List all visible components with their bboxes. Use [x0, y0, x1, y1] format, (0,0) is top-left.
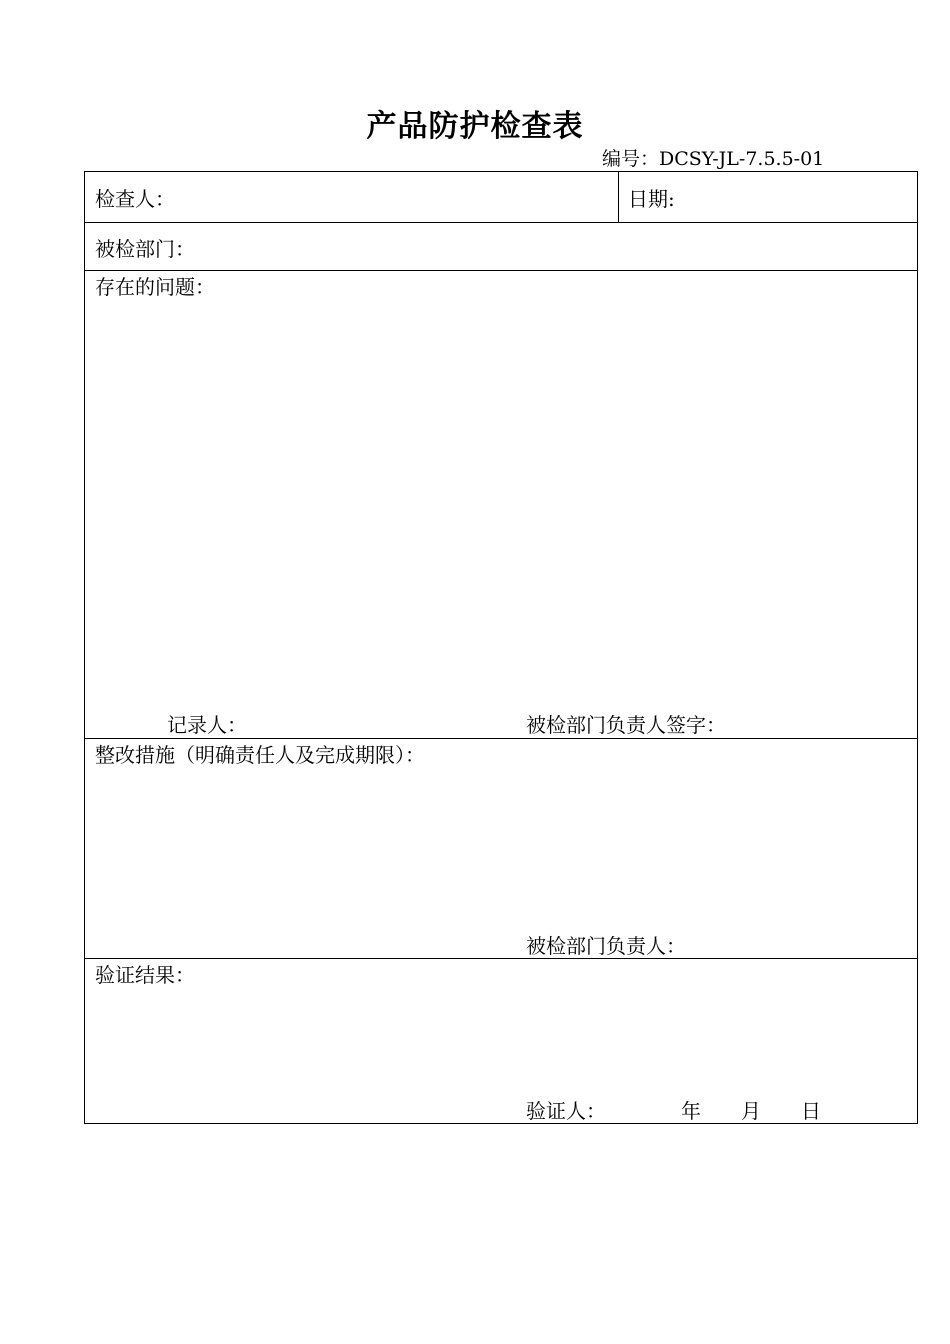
problems-label: 存在的问题：	[95, 275, 215, 299]
dept-head-label: 被检部门负责人：	[526, 934, 686, 958]
date-label: 日期:	[628, 187, 675, 211]
verifier-label: 验证人：	[526, 1099, 606, 1123]
inspector-label: 检查人：	[95, 187, 175, 211]
dept-head-sign-label: 被检部门负责人签字：	[526, 713, 726, 737]
month-label: 月	[741, 1099, 761, 1123]
inspection-form-table	[84, 171, 918, 1124]
page-title: 产品防护检查表	[366, 109, 584, 144]
column-divider	[618, 172, 619, 222]
year-label: 年	[681, 1099, 701, 1123]
department-label: 被检部门：	[95, 237, 195, 261]
problems-row	[85, 270, 917, 738]
verification-row	[85, 958, 917, 1123]
day-label: 日	[801, 1099, 821, 1123]
corrective-measures-label: 整改措施（明确责任人及完成期限）：	[95, 743, 425, 767]
recorder-label: 记录人：	[167, 713, 247, 737]
corrective-measures-row	[85, 738, 917, 958]
inspector-date-row	[85, 172, 917, 222]
department-row	[85, 222, 917, 270]
document-code: 编号：DCSY-JL-7.5.5-01	[602, 148, 825, 170]
verification-label: 验证结果：	[95, 963, 195, 987]
